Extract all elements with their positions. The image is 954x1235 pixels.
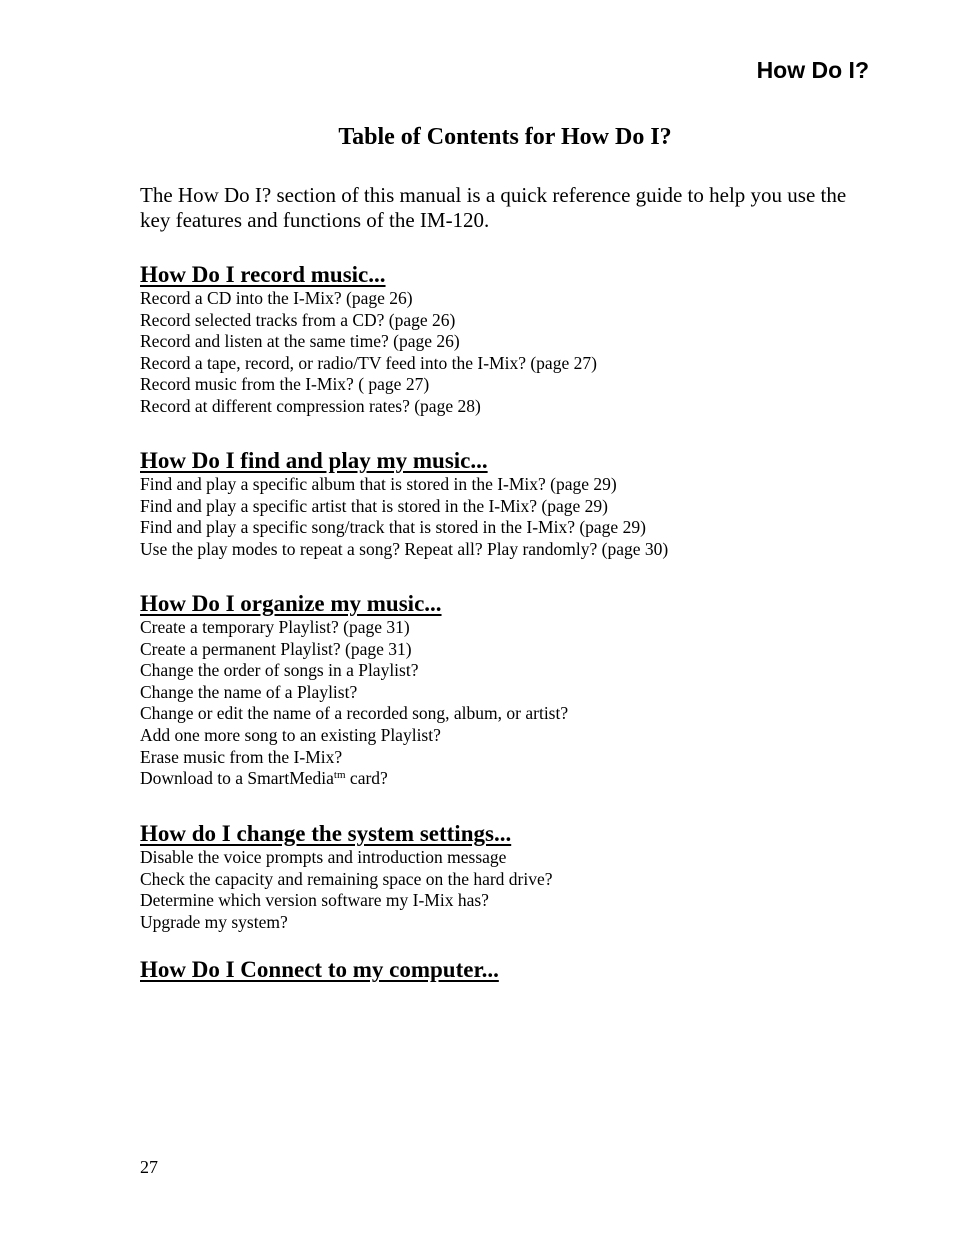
section-heading: How do I change the system settings... [140,821,512,846]
list-item: Record selected tracks from a CD? (page 26) [140,309,456,330]
list-item: Change the name of a Playlist? [140,681,358,702]
section-record-music [140,262,880,418]
list-item: Record a tape, record, or radio/TV feed into the I-Mix? (page 27) [140,352,597,373]
item-list [140,474,880,560]
list-item: Find and play a specific song/track that is stored in the I-Mix? (page 29) [140,517,646,538]
list-item: Use the play modes to repeat a song? Repeat all? Play randomly? (page 30) [140,538,669,559]
list-item: Change or edit the name of a recorded song, album, or artist? [140,703,569,724]
list-item-tail: card? [345,768,388,789]
list-item: Change the order of songs in a Playlist? [140,660,419,681]
section-connect-computer [140,957,880,983]
section-organize-music [140,591,880,790]
list-item: Record music from the I-Mix? ( page 27) [140,374,430,395]
list-item: Record and listen at the same time? (page 26) [140,331,460,352]
trademark-mark: tm [333,769,346,782]
list-item: Record at different compression rates? (page 28) [140,395,481,416]
item-list [140,288,880,418]
list-item: Find and play a specific artist that is stored in the I-Mix? (page 29) [140,495,608,516]
list-item [140,768,880,790]
list-item: Upgrade my system? [140,911,288,932]
section-find-play-music [140,448,880,560]
section-heading: How Do I find and play my music... [140,448,488,473]
item-list [140,617,880,790]
section-heading: How Do I Connect to my computer... [140,957,499,982]
list-item: Create a temporary Playlist? (page 31) [140,617,410,637]
list-item: Add one more song to an existing Playlist? [140,724,441,745]
list-item: Record a CD into the I-Mix? (page 26) [140,288,413,308]
list-item: Check the capacity and remaining space on the hard drive? [140,868,553,889]
list-item: Determine which version software my I-Mix has? [140,890,489,911]
page-number: 27 [140,1157,158,1177]
list-item: Erase music from the I-Mix? [140,746,343,767]
page-title: Table of Contents for How Do I? [338,124,672,150]
item-list [140,847,880,933]
intro-paragraph: The How Do I? section of this manual is a quick reference guide to help you use the key features and functions of the IM-120. [140,183,847,232]
section-heading: How Do I record music... [140,262,386,287]
list-item: Find and play a specific album that is stored in the I-Mix? (page 29) [140,474,617,494]
section-system-settings [140,821,880,933]
list-item-text: Download to a SmartMedia [140,768,334,789]
running-header: How Do I? [756,57,869,83]
list-item: Disable the voice prompts and introduction message [140,847,507,867]
section-heading: How Do I organize my music... [140,591,442,616]
list-item: Create a permanent Playlist? (page 31) [140,638,412,659]
